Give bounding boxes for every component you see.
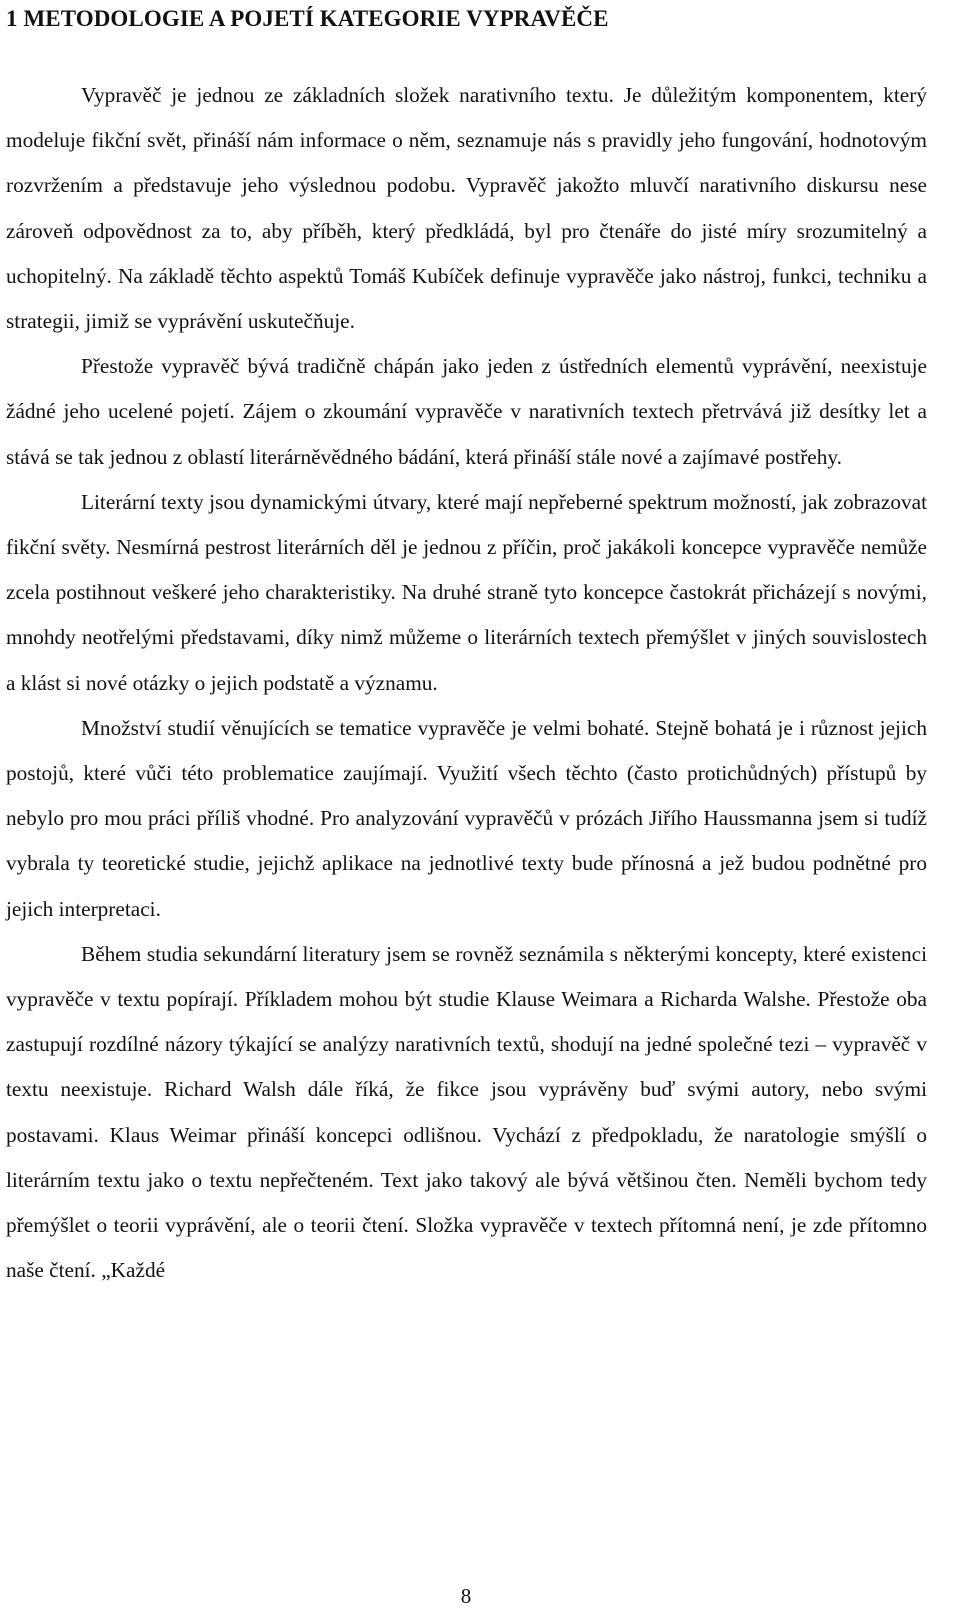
paragraph: Během studia sekundární literatury jsem se rovněž seznámila s některými koncepty, které existenci vypravěče v textu popírají. Příkladem mohou být studie Klause Weimara a Richarda Walshe. Přestože oba zastupují rozdílné názory týkající se analýzy narativních textů, shodují na jedné společné tezi – vypravěč v textu neexistuje. Richard Walsh dále říká, že fikce jsou vyprávěny buď svými autory, nebo svými postavami. Klaus Weimar přináší koncepci odlišnou. Vychází z předpokladu, že naratologie smýšlí o literárním textu jako o textu nepřečteném. Text jako takový ale bývá většinou čten. Neměli bychom tedy přemýšlet o teorii vyprávění, ale o teorii čtení. Složka vypravěče v textech přítomná není, je zde přítomno naše čtení. „Každé xyxy=(6,941,927,1283)
paragraph: Přestože vypravěč bývá tradičně chápán jako jeden z ústředních elementů vyprávění, neexistuje žádné jeho ucelené pojetí. Zájem o zkoumání vypravěče v narativních textech přetrvává již desítky let a stává se tak jednou z oblastí literárněvědného bádání, která přináší stále nové a zajímavé postřehy. xyxy=(6,354,927,469)
body-text xyxy=(6,73,927,1293)
chapter-heading: 1 METODOLOGIE A POJETÍ KATEGORIE VYPRAVĚČE xyxy=(6,6,609,31)
page-number: 8 xyxy=(460,1584,472,1608)
paragraph: Množství studií věnujících se tematice vypravěče je velmi bohaté. Stejně bohatá je i různost jejich postojů, které vůči této problematice zaujímají. Využití všech těchto (často protichůdných) přístupů by nebylo pro mou práci příliš vhodné. Pro analyzování vypravěčů v prózách Jiřího Haussmanna jsem si tudíž vybrala ty teoretické studie, jejichž aplikace na jednotlivé texty bude přínosná a jež budou podnětné pro jejich interpretaci. xyxy=(6,715,927,921)
paragraph: Literární texty jsou dynamickými útvary, které mají nepřeberné spektrum možností, jak zobrazovat fikční světy. Nesmírná pestrost literárních děl je jednou z příčin, proč jakákoli koncepce vypravěče nemůže zcela postihnout veškeré jeho charakteristiky. Na druhé straně tyto koncepce častokrát přicházejí s novými, mnohdy neotřelými představami, díky nimž můžeme o literárních textech přemýšlet v jiných souvislostech a klást si nové otázky o jejich podstatě a významu. xyxy=(6,489,927,695)
paragraph: Vypravěč je jednou ze základních složek narativního textu. Je důležitým komponentem, který modeluje fikční svět, přináší nám informace o něm, seznamuje nás s pravidly jeho fungování, hodnotovým rozvržením a představuje jeho výslednou podobu. Vypravěč jakožto mluvčí narativního diskursu nese zároveň odpovědnost za to, aby příběh, který předkládá, byl pro čtenáře do jisté míry srozumitelný a uchopitelný. Na základě těchto aspektů Tomáš Kubíček definuje vypravěče jako nástroj, funkci, techniku a strategii, jimiž se vyprávění uskutečňuje. xyxy=(6,83,927,334)
